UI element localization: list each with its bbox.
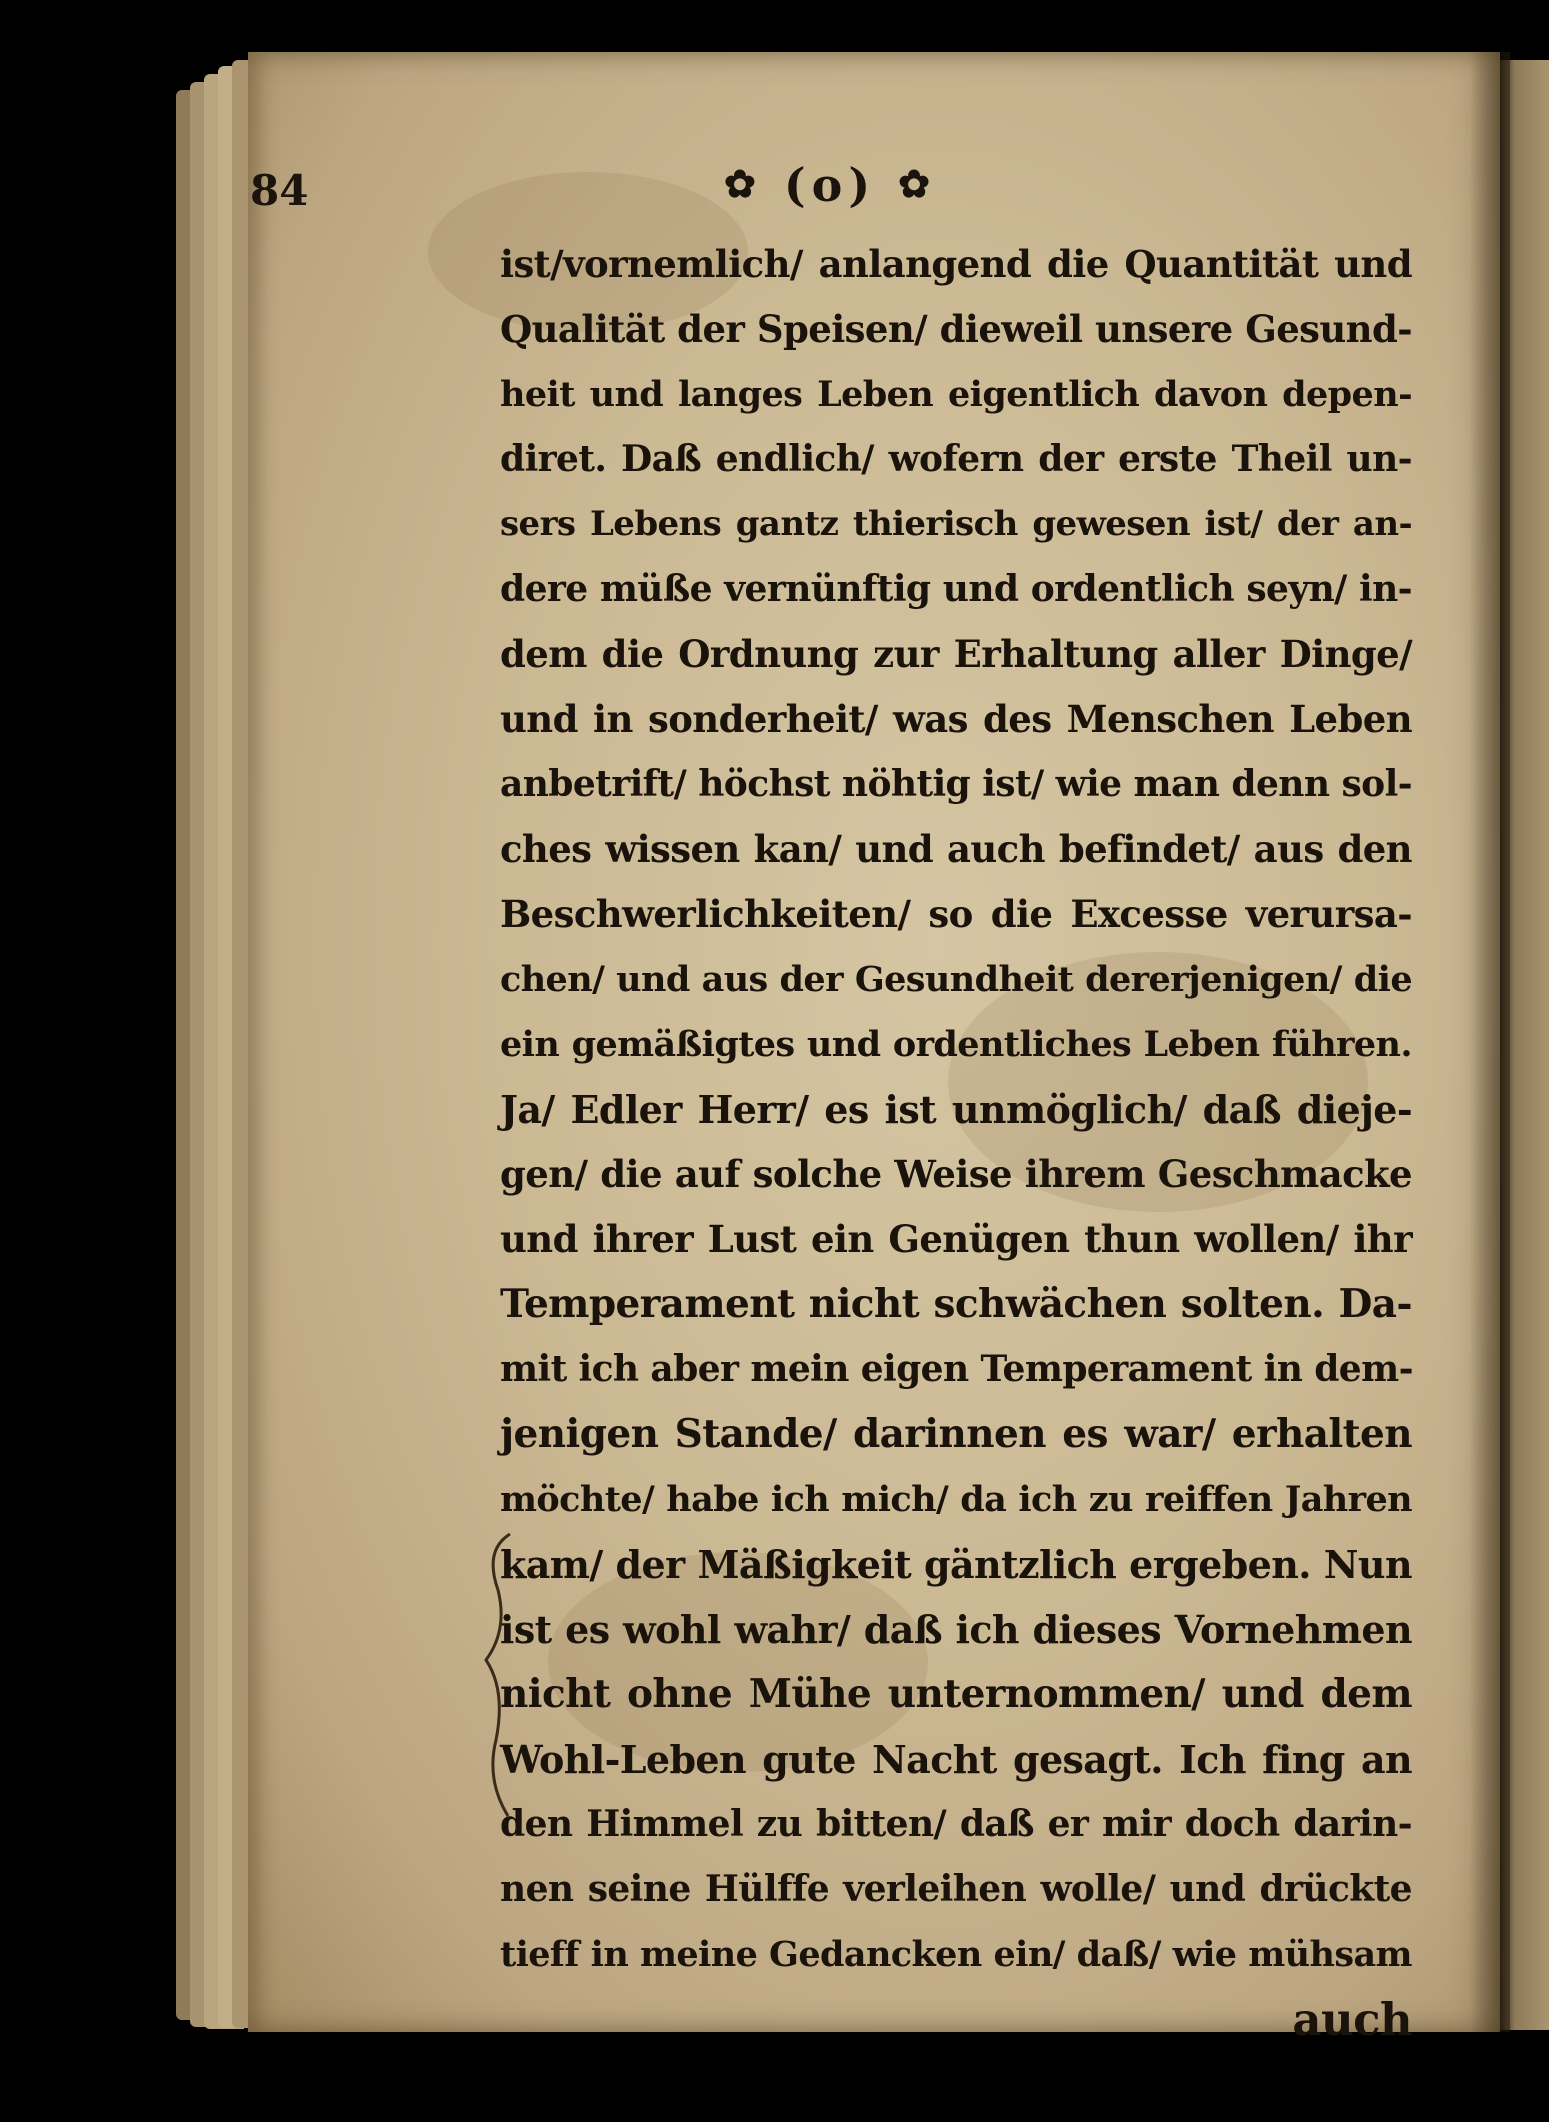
ornament-text: (o) bbox=[783, 158, 877, 212]
text-line: diret. Daß endlich/ wofern der erste Theil un- bbox=[500, 438, 1412, 480]
text-line: und ihrer Lust ein Genügen thun wollen/ ihr bbox=[500, 1217, 1412, 1261]
gutter-shadow bbox=[1470, 52, 1510, 2032]
page-body-text bbox=[500, 232, 1412, 2052]
text-line: ches wissen kan/ und auch befindet/ aus den bbox=[500, 827, 1412, 871]
text-line: den Himmel zu bitten/ daß er mir doch darin- bbox=[500, 1803, 1412, 1845]
flower-ornament-icon: ✿ bbox=[724, 161, 762, 206]
page-number: 84 bbox=[250, 166, 309, 215]
text-line: Ja/ Edler Herr/ es ist unmöglich/ daß dieje- bbox=[500, 1087, 1412, 1132]
text-line: kam/ der Mäßigkeit gäntzlich ergeben. Nun bbox=[500, 1542, 1412, 1587]
text-line: ist/vornemlich/ anlangend die Quantität und bbox=[500, 242, 1412, 286]
text-line: Qualität der Speisen/ dieweil unsere Gesund- bbox=[500, 307, 1412, 351]
text-line: ein gemäßigtes und ordentliches Leben führen. bbox=[500, 1024, 1412, 1065]
text-line: möchte/ habe ich mich/ da ich zu reiffen Jahren bbox=[500, 1479, 1412, 1520]
text-line: tieff in meine Gedancken ein/ daß/ wie mühsam bbox=[500, 1934, 1412, 1975]
text-line: chen/ und aus der Gesundheit dererjenigen/ die bbox=[500, 959, 1412, 1000]
text-line: dere müße vernünftig und ordentlich seyn/ in- bbox=[500, 568, 1412, 610]
text-line: gen/ die auf solche Weise ihrem Geschmacke bbox=[500, 1152, 1412, 1196]
text-line: ist es wohl wahr/ daß ich dieses Vornehmen bbox=[500, 1607, 1412, 1652]
header-ornament bbox=[250, 158, 1410, 212]
text-line: Beschwerlichkeiten/ so die Excesse verursa- bbox=[500, 892, 1412, 936]
text-line: dem die Ordnung zur Erhaltung aller Dinge/ bbox=[500, 632, 1412, 676]
flower-ornament-icon: ✿ bbox=[898, 161, 936, 206]
text-line: Temperament nicht schwächen solten. Da- bbox=[500, 1281, 1412, 1327]
text-line: nicht ohne Mühe unternommen/ und dem bbox=[500, 1671, 1412, 1717]
catchword: auch bbox=[1292, 1993, 1412, 2046]
text-line: und in sonderheit/ was des Menschen Leben bbox=[500, 697, 1412, 741]
text-line: mit ich aber mein eigen Temperament in dem- bbox=[500, 1348, 1413, 1390]
text-line: Wohl-Leben gute Nacht gesagt. Ich fing an bbox=[500, 1737, 1412, 1782]
text-line: sers Lebens gantz thierisch gewesen ist/ der an- bbox=[500, 504, 1412, 544]
page-header bbox=[250, 148, 1410, 238]
handwritten-margin-bracket bbox=[478, 1530, 518, 1820]
text-line: jenigen Stande/ darinnen es war/ erhalten bbox=[500, 1411, 1412, 1457]
text-line: nen seine Hülffe verleihen wolle/ und drückte bbox=[500, 1868, 1412, 1910]
text-line: heit und langes Leben eigentlich davon depen- bbox=[500, 374, 1412, 415]
text-line: anbetrift/ höchst nöhtig ist/ wie man denn sol- bbox=[500, 763, 1412, 805]
